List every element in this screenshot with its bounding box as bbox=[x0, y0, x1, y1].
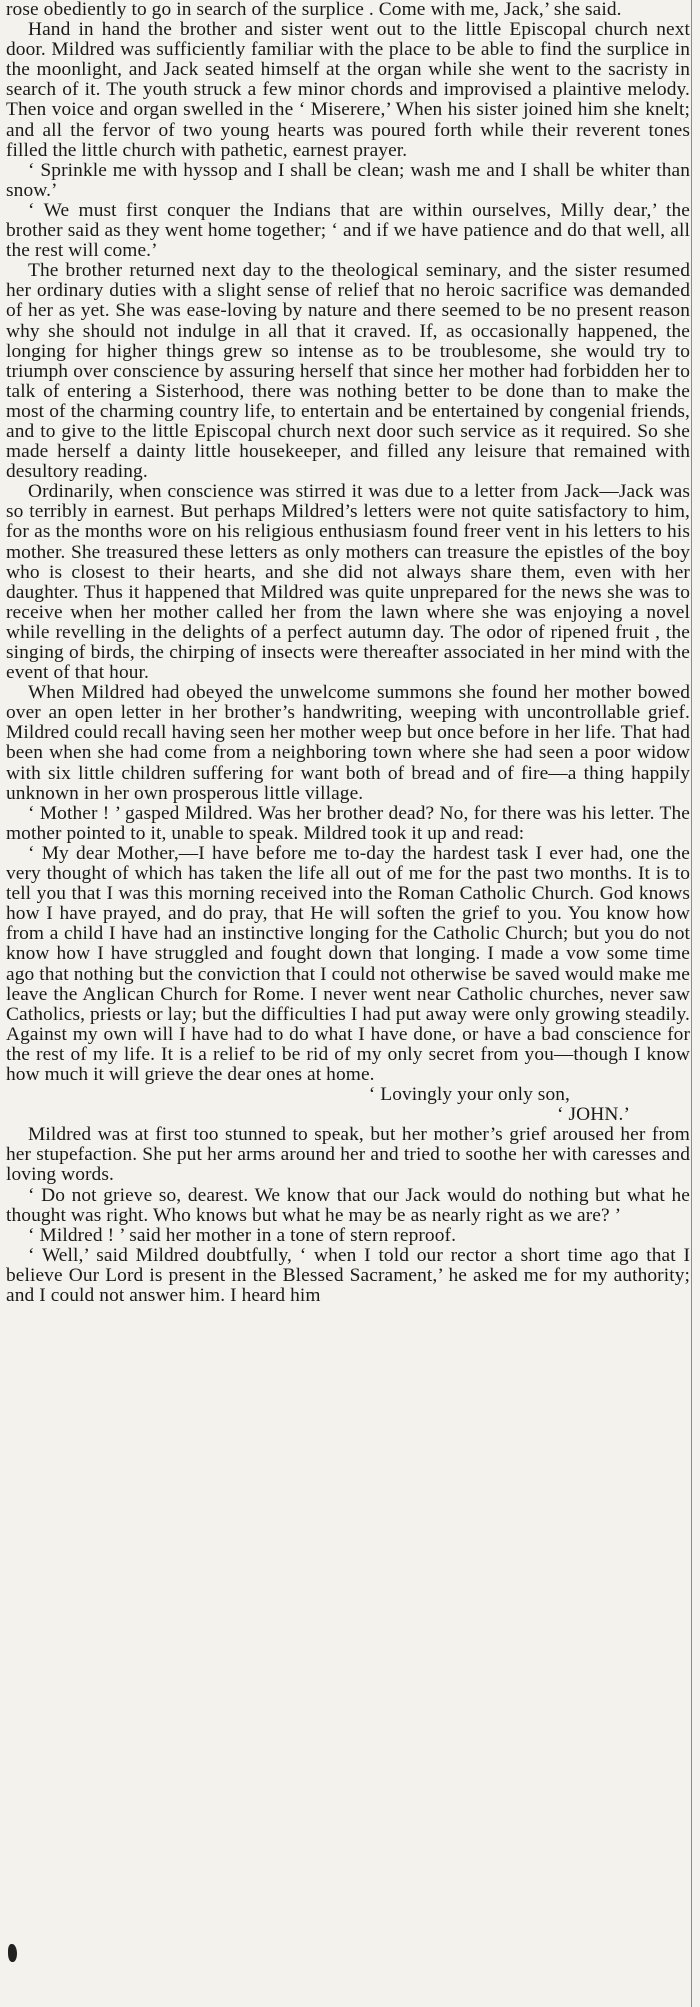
article-paragraph: ‘ Mildred ! ’ said her mother in a tone of stern reproof. bbox=[28, 1224, 457, 1246]
article-paragraph: ‘ We must first conquer the Indians that are within ourselves, Milly dear,’ the brother said as they went home together; ‘ and if we have patience and do that well, all the rest will come.’ bbox=[6, 199, 690, 262]
article-column bbox=[6, 0, 690, 1306]
article-paragraph: Mildred was at first too stunned to speak, but her mother’s grief aroused her from her stupefaction. She put her arms around her and tried to soothe her with caresses and loving words. bbox=[6, 1124, 690, 1186]
letter-signature-name: ‘ JOHN.’ bbox=[557, 1104, 630, 1126]
article-paragraph: When Mildred had obeyed the unwelcome summons she found her mother bowed over an open letter in her brother’s handwriting, weeping with uncontrollable grief. Mildred could recall having seen her mother weep but once before in her life. That had been when she had come from a neighboring town where she had seen a poor widow with six little children suffering for want both of bread and of fire—a thing happily unknown in her own prosperous little village. bbox=[6, 682, 690, 804]
letter-paragraph: ‘ My dear Mother,—I have before me to-day the hardest task I ever had, one the very thought of which has taken the life all out of me for the past two months. It is to tell you that I was this morning received into the Roman Catholic Church. God knows how I have prayed, and do pray, that He will soften the grief to you. You know how from a child I have had an instinctive longing for the Catholic Church; but you do not know how I have struggled and fought down that longing. I made a vow some time ago that nothing but the conviction that I could not otherwise be saved would make me leave the Anglican Church for Rome. I never went near Catholic churches, never saw Catholics, priests or lay; but the difficulties I had put away were only growing steadily. Against my own will I have had to do what I have done, or have a bad conscience for the rest of my life. It is a relief to be rid of my only secret from you—though I know how much it will grieve the dear ones at home. bbox=[6, 842, 690, 1085]
article-paragraph: ‘ Mother ! ’ gasped Mildred. Was her brother dead? No, for there was his letter. The mother pointed to it, unable to speak. Mildred took it up and read: bbox=[6, 802, 690, 844]
article-paragraph: ‘ Sprinkle me with hyssop and I shall be clean; wash me and I shall be whiter than snow.’ bbox=[6, 159, 690, 201]
letter-signature: ‘ Lovingly your only son, bbox=[368, 1084, 570, 1106]
article-paragraph: Hand in hand the brother and sister went out to the little Episcopal church next door. Mildred was sufficiently familiar with the place to be able to find the surplice in the moonlight, and Jack seated himself at the organ while she went to the sacristy in search of it. The youth struck a few minor chords and improvised a plaintive melody. Then voice and organ swelled in the ‘ Miserere,’ When his sister joined him she knelt; and all the fervor of two young hearts was poured forth while their reverent tones filled the little church with pathetic, earnest prayer. bbox=[6, 19, 690, 161]
ink-blot bbox=[8, 1944, 17, 1962]
column-divider bbox=[691, 0, 692, 2007]
article-paragraph: Ordinarily, when conscience was stirred it was due to a letter from Jack—Jack was so terribly in earnest. But perhaps Mildred’s letters were not quite satisfactory to him, for as the months wore on his religious enthusiasm found freer vent in his letters to his mother. She treasured these letters as only mothers can treasure the epistles of the boy who is closest to their hearts, and she did not always share them, even with her daughter. Thus it happened that Mildred was quite unprepared for the news she was to receive when her mother called her from the lawn where she was enjoying a novel while revelling in the delights of a perfect autumn day. The odor of ripened fruit , the singing of birds, the chirping of insects were thereafter associated in her mind with the event of that hour. bbox=[6, 481, 690, 684]
article-paragraph: ‘ Well,’ said Mildred doubtfully, ‘ when I told our rector a short time ago that I believe Our Lord is present in the Blessed Sacrament,’ he asked me for my authority; and I could not answer him. I heard him bbox=[6, 1244, 690, 1306]
article-paragraph: rose obediently to go in search of the surplice . Come with me, Jack,’ she said. bbox=[6, 0, 622, 20]
article-paragraph: ‘ Do not grieve so, dearest. We know that our Jack would do nothing but what he thought was right. Who knows but what he may be as nearly right as we are? ’ bbox=[6, 1184, 690, 1226]
article-paragraph: The brother returned next day to the theological seminary, and the sister resumed her ordinary duties with a slight sense of relief that no heroic sacrifice was demanded of her as yet. She was ease-loving by nature and there seemed to be no present reason why she should not indulge in all that it craved. If, as occasionally happened, the longing for higher things grew so intense as to be troublesome, she would try to triumph over conscience by assuring herself that since her mother had forbidden her to talk of entering a Sisterhood, there was nothing better to be done than to make the most of the charming country life, to entertain and be entertained by congenial friends, and to give to the little Episcopal church next door such service as it required. So she made herself a dainty little housekeeper, and filled any leisure that remained with desultory reading. bbox=[6, 260, 690, 483]
newspaper-page bbox=[6, 0, 690, 2007]
